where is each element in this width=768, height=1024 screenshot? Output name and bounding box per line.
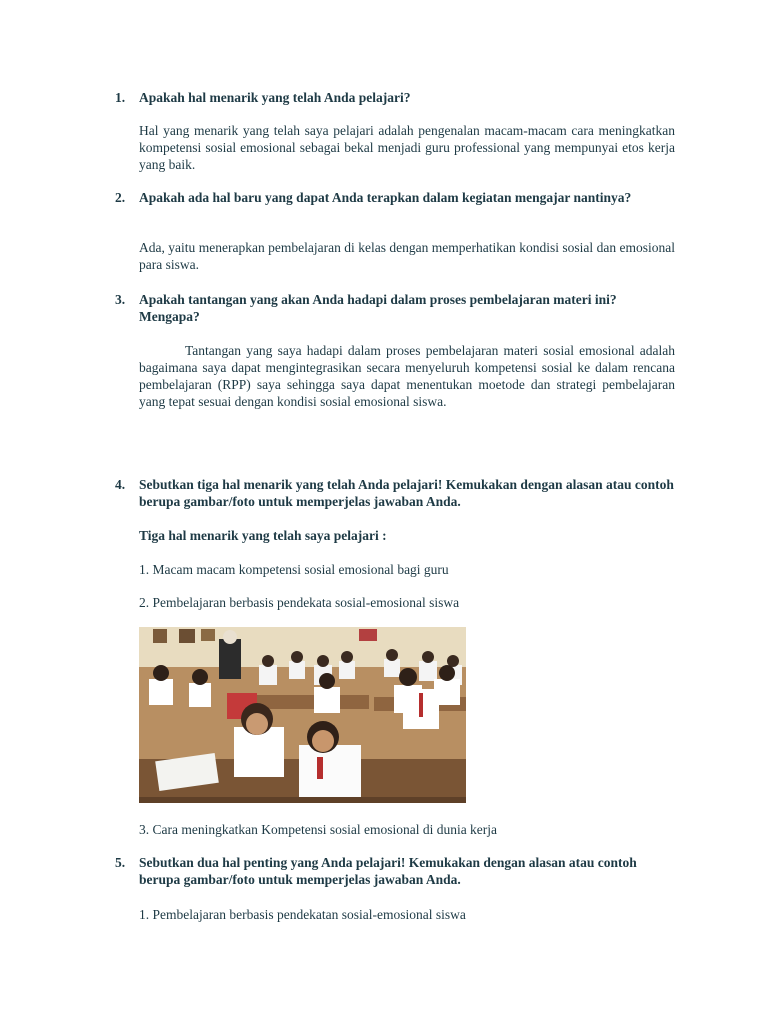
question-text: Apakah hal menarik yang telah Anda pelajari? [139,90,411,105]
answer-2: Ada, yaitu menerapkan pembelajaran di kelas dengan memperhatikan kondisi sosial dan emosional para siswa. [139,240,675,272]
question-5 [115,854,675,888]
question-text: Apakah ada hal baru yang dapat Anda terapkan dalam kegiatan mengajar nantinya? [139,190,632,205]
question-number: 4. [115,477,126,492]
list-item: 1. Pembelajaran berbasis pendekatan sosial-emosional siswa [139,907,466,922]
question-3 [115,291,675,325]
question-number: 3. [115,292,126,307]
list-item: 3. Cara meningkatkan Kompetensi sosial emosional di dunia kerja [139,822,498,837]
question-text: Sebutkan tiga hal menarik yang telah Anda pelajari! Kemukakan dengan alasan atau contoh berupa gambar/foto untuk memperjelas jawaban Anda. [139,477,674,509]
question-1 [115,89,675,106]
list-item: 2. Pembelajaran berbasis pendekata sosial-emosional siswa [139,595,460,610]
answer-1: Hal yang menarik yang telah saya pelajari adalah pengenalan macam-macam cara meningkatkan kompetensi sosial emosional sebagai bekal menjadi guru professional yang mempunyai etos kerja yang baik. [139,123,675,172]
question-text: Apakah tantangan yang akan Anda hadapi dalam proses pembelajaran materi ini? Mengapa? [139,292,617,324]
question-number: 1. [115,90,126,105]
question-2 [115,189,675,206]
answer-4-heading: Tiga hal menarik yang telah saya pelajari : [139,528,387,543]
answer-3: Tantangan yang saya hadapi dalam proses pembelajaran materi sosial emosional adalah bagaimana saya dapat mengintegrasikan secara menyeluruh kompetensi sosial ke dalam rencana pembelajaran (RPP) saya sehingga saya dapat menentukan moetode dan strategi pembelajaran yang tepat sesuai dengan kondisi sosial emosional siswa. [139,343,675,409]
question-4 [115,476,675,510]
question-text: Sebutkan dua hal penting yang Anda pelajari! Kemukakan dengan alasan atau contoh berupa gambar/foto untuk memperjelas jawaban Anda. [139,855,637,887]
classroom-photo [139,627,466,803]
question-number: 5. [115,855,126,870]
question-number: 2. [115,190,126,205]
list-item: 1. Macam macam kompetensi sosial emosional bagi guru [139,562,449,577]
